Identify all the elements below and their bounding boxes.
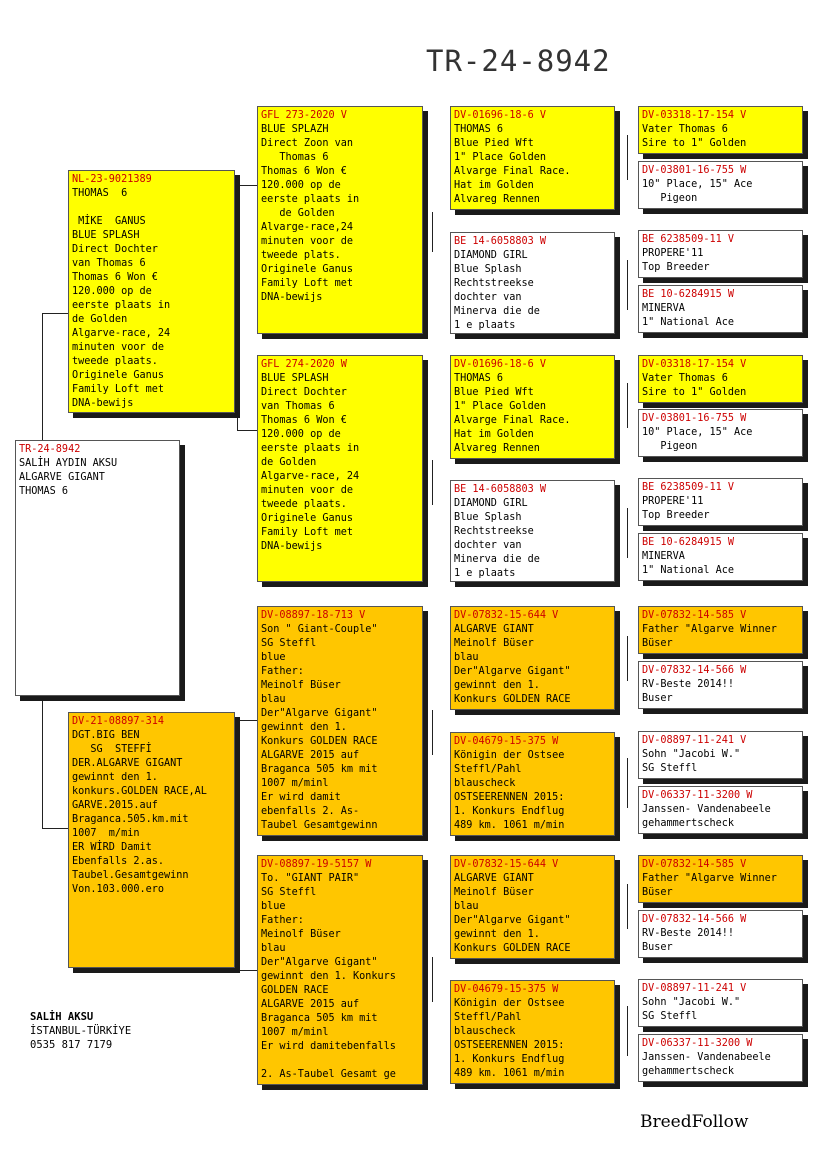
ring-number: DV-08897-11-241 V xyxy=(642,735,747,746)
connector-line xyxy=(237,430,257,431)
dam-dam-card[interactable] xyxy=(257,855,423,1085)
connector-line xyxy=(432,710,433,755)
connector-line xyxy=(627,884,628,929)
ring-number: DV-07832-15-644 V xyxy=(454,859,559,870)
g5-card[interactable] xyxy=(638,285,803,333)
connector-line xyxy=(237,185,257,186)
connector-line xyxy=(627,636,628,681)
g5-card[interactable] xyxy=(638,409,803,457)
connector-line xyxy=(432,212,433,252)
dam-card[interactable] xyxy=(68,712,235,968)
ring-number: DV-07832-14-585 V xyxy=(642,859,747,870)
g5-card[interactable] xyxy=(638,161,803,209)
g5-card[interactable] xyxy=(638,910,803,958)
bird-description: Janssen- Vandenabeele gehammertscheck xyxy=(642,1052,771,1077)
ds-sire-card[interactable] xyxy=(450,606,615,710)
bird-description: Vater Thomas 6 Sire to 1" Golden xyxy=(642,124,747,149)
connector-line xyxy=(627,383,628,428)
bird-description: RV-Beste 2014!! Buser xyxy=(642,928,735,953)
ring-number: DV-03318-17-154 V xyxy=(642,110,747,121)
bird-description: Königin der Ostsee Steffl/Pahl blauscheck OSTSEERENNEN 2015: 1. Konkurs Endflug 489 km. 1061 m/min xyxy=(454,750,565,831)
pedigree-title: TR-24-8942 xyxy=(426,44,611,78)
connector-line xyxy=(237,720,257,721)
connector-line xyxy=(627,135,628,180)
bird-description: ALGARVE GIANT Meinolf Büser blau Der"Algarve Gigant" gewinnt den 1. Konkurs GOLDEN RACE xyxy=(454,624,571,705)
g5-card[interactable] xyxy=(638,855,803,903)
bird-description: THOMAS 6 Blue Pied Wft 1" Place Golden Alvarge Final Race. Hat im Golden Alvareg Rennen xyxy=(454,373,571,454)
bird-description: DGT.BIG BEN SG STEFFİ DER.ALGARVE GIGANT gewinnt den 1. konkurs.GOLDEN RACE,AL GARVE.2015.auf Braganca.505.km.mit 1007 m/min ER WİRD Damit Ebenfalls 2.as. Taubel.Gesamtgewinn Von.103.000.ero xyxy=(72,730,207,895)
bird-description: Königin der Ostsee Steffl/Pahl blauscheck OSTSEERENNEN 2015: 1. Konkurs Endflug 489 km. 1061 m/min xyxy=(454,998,565,1079)
bird-description: Son " Giant-Couple" SG Steffl blue Father: Meinolf Büser blau Der"Algarve Gigant" gewinnt den 1. Konkurs GOLDEN RACE ALGARVE 2015 auf Braganca 505 km mit 1007 m/minl Er wird damit ebenfalls 2. As- Taubel Gesamtgewinn xyxy=(261,624,378,831)
g5-card[interactable] xyxy=(638,661,803,709)
bird-description: Sohn "Jacobi W." SG Steffl xyxy=(642,997,741,1022)
ring-number: DV-08897-19-5157 W xyxy=(261,859,372,870)
g5-card[interactable] xyxy=(638,786,803,834)
ring-number: BE 6238509-11 V xyxy=(642,482,735,493)
ds-dam-card[interactable] xyxy=(450,732,615,836)
ring-number: GFL 274-2020 W xyxy=(261,359,347,370)
ring-number: DV-06337-11-3200 W xyxy=(642,790,753,801)
ring-number: DV-07832-14-566 W xyxy=(642,914,747,925)
bird-description: 10" Place, 15" Ace Pigeon xyxy=(642,179,753,204)
dd-sire-card[interactable] xyxy=(450,855,615,959)
ring-number: BE 10-6284915 W xyxy=(642,537,735,548)
ring-number: DV-01696-18-6 V xyxy=(454,359,547,370)
ring-number: DV-03801-16-755 W xyxy=(642,165,747,176)
g5-card[interactable] xyxy=(638,355,803,403)
ring-number: NL-23-9021389 xyxy=(72,174,152,185)
g5-card[interactable] xyxy=(638,478,803,526)
g5-card[interactable] xyxy=(638,731,803,779)
connector-line xyxy=(432,957,433,1002)
owner-city: İSTANBUL-TÜRKİYE xyxy=(30,1025,132,1037)
ss-sire-card[interactable] xyxy=(450,106,615,210)
connector-line xyxy=(627,260,628,310)
bird-description: Sohn "Jacobi W." SG Steffl xyxy=(642,749,741,774)
dd-dam-card[interactable] xyxy=(450,980,615,1084)
bird-description: THOMAS 6 MİKE GANUS BLUE SPLASH Direct Dochter van Thomas 6 Thomas 6 Won € 120.000 op de eerste plaats in de Golden Algarve-race, 24 minuten voor de tweede plaats. Originele Ganus Family Loft met DNA-bewijs xyxy=(72,188,171,409)
bird-description: MINERVA 1" National Ace xyxy=(642,303,735,328)
bird-description: Vater Thomas 6 Sire to 1" Golden xyxy=(642,373,747,398)
connector-line xyxy=(627,508,628,558)
g5-card[interactable] xyxy=(638,230,803,278)
sire-card[interactable] xyxy=(68,170,235,413)
bird-description: ALGARVE GIANT Meinolf Büser blau Der"Algarve Gigant" gewinnt den 1. Konkurs GOLDEN RACE xyxy=(454,873,571,954)
brand-logo-text: BreedFollow xyxy=(640,1112,749,1132)
sire-dam-card[interactable] xyxy=(257,355,423,582)
ring-number: DV-07832-14-566 W xyxy=(642,665,747,676)
connector-line xyxy=(42,313,43,440)
ring-number: BE 14-6058803 W xyxy=(454,236,547,247)
ring-number: DV-04679-15-375 W xyxy=(454,736,559,747)
subject-bird-card[interactable] xyxy=(15,440,180,696)
bird-description: THOMAS 6 Blue Pied Wft 1" Place Golden Alvarge Final Race. Hat im Golden Alvareg Rennen xyxy=(454,124,571,205)
owner-phone: 0535 817 7179 xyxy=(30,1039,113,1051)
g5-card[interactable] xyxy=(638,106,803,154)
bird-description: BLUE SPLAZH Direct Zoon van Thomas 6 Thomas 6 Won € 120.000 op de eerste plaats in de Golden Alvarge-race,24 minuten voor de tweede plats. Originele Ganus Family Loft met DNA-bewijs xyxy=(261,124,360,303)
sire-sire-card[interactable] xyxy=(257,106,423,334)
bird-description: DIAMOND GIRL Blue Splash Rechtstreekse dochter van Minerva die de 1 e plaats xyxy=(454,250,540,331)
connector-line xyxy=(627,1006,628,1056)
owner-name: SALİH AKSU xyxy=(30,1011,94,1023)
ring-number: BE 6238509-11 V xyxy=(642,234,735,245)
sd-dam-card[interactable] xyxy=(450,480,615,582)
bird-description: MINERVA 1" National Ace xyxy=(642,551,735,576)
ring-number: BE 14-6058803 W xyxy=(454,484,547,495)
ring-number: DV-04679-15-375 W xyxy=(454,984,559,995)
ring-number: BE 10-6284915 W xyxy=(642,289,735,300)
ring-number: DV-03801-16-755 W xyxy=(642,413,747,424)
connector-line xyxy=(432,460,433,505)
connector-line xyxy=(237,185,238,430)
bird-description: DIAMOND GIRL Blue Splash Rechtstreekse dochter van Minerva die de 1 e plaats xyxy=(454,498,540,579)
ring-number: GFL 273-2020 V xyxy=(261,110,347,121)
ring-number: DV-01696-18-6 V xyxy=(454,110,547,121)
ss-dam-card[interactable] xyxy=(450,232,615,334)
connector-line xyxy=(237,720,238,970)
connector-line xyxy=(237,970,257,971)
bird-description: BLUE SPLASH Direct Dochter van Thomas 6 Thomas 6 Won € 120.000 op de eerste plaats in de Golden Algarve-race, 24 minuten voor de tweede plaats. Originele Ganus Family Loft met DNA-bewijs xyxy=(261,373,360,552)
connector-line xyxy=(42,700,43,828)
g5-card[interactable] xyxy=(638,979,803,1027)
bird-description: PROPERE'11 Top Breeder xyxy=(642,496,710,521)
connector-line xyxy=(42,313,68,314)
bird-description: To. "GIANT PAIR" SG Steffl blue Father: Meinolf Büser blau Der"Algarve Gigant" gewinnt den 1. Konkurs GOLDEN RACE ALGARVE 2015 auf Braganca 505 km mit 1007 m/minl Er wird damitebenfalls 2. As-Taubel Gesamt ge xyxy=(261,873,396,1080)
g5-card[interactable] xyxy=(638,606,803,654)
g5-card[interactable] xyxy=(638,1034,803,1082)
connector-line xyxy=(42,828,68,829)
ring-number: DV-07832-14-585 V xyxy=(642,610,747,621)
ring-number: DV-08897-11-241 V xyxy=(642,983,747,994)
connector-line xyxy=(627,758,628,808)
ring-number: DV-03318-17-154 V xyxy=(642,359,747,370)
bird-description: Janssen- Vandenabeele gehammertscheck xyxy=(642,804,771,829)
ring-number: DV-08897-18-713 V xyxy=(261,610,366,621)
bird-description: Father "Algarve Winner Büser xyxy=(642,624,777,649)
ring-number: DV-06337-11-3200 W xyxy=(642,1038,753,1049)
sd-sire-card[interactable] xyxy=(450,355,615,459)
bird-description: Father "Algarve Winner Büser xyxy=(642,873,777,898)
bird-description: 10" Place, 15" Ace Pigeon xyxy=(642,427,753,452)
bird-description: RV-Beste 2014!! Buser xyxy=(642,679,735,704)
ring-number: TR-24-8942 xyxy=(19,444,81,455)
ring-number: DV-07832-15-644 V xyxy=(454,610,559,621)
g5-card[interactable] xyxy=(638,533,803,581)
dam-sire-card[interactable] xyxy=(257,606,423,836)
bird-description: SALİH AYDIN AKSU ALGARVE GIGANT THOMAS 6 xyxy=(19,458,118,497)
ring-number: DV-21-08897-314 xyxy=(72,716,165,727)
owner-info xyxy=(30,1010,131,1052)
bird-description: PROPERE'11 Top Breeder xyxy=(642,248,710,273)
